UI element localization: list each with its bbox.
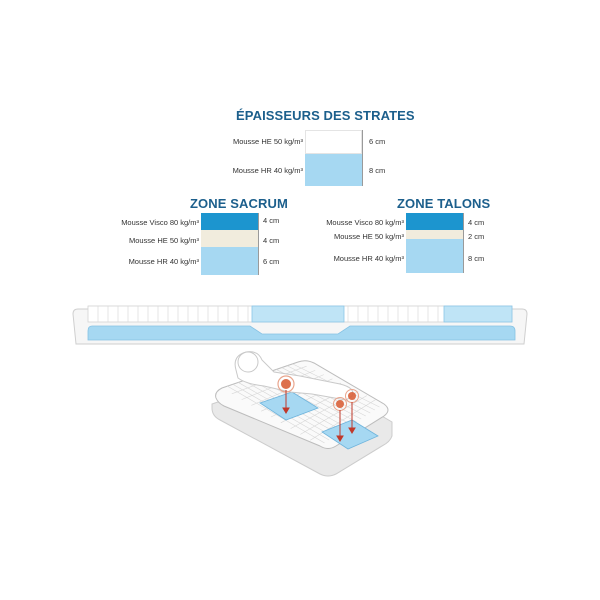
top-layer-2-value: 8 cm	[369, 166, 386, 175]
top-layer-2-label: Mousse HR 40 kg/m³	[232, 166, 303, 175]
heel-pressure-marker-2	[348, 392, 356, 400]
talons-layer-1-value: 4 cm	[468, 218, 485, 227]
sacrum-layer-2-label: Mousse HE 50 kg/m³	[128, 236, 199, 245]
sacrum-layer-1-value: 4 cm	[263, 216, 280, 225]
sacrum-pressure-marker	[281, 379, 291, 389]
sacrum-layer-1-label: Mousse Visco 80 kg/m³	[121, 218, 199, 227]
sacrum-layer-2-value: 4 cm	[263, 236, 280, 245]
sacrum-layer-3-label: Mousse HR 40 kg/m³	[128, 257, 199, 266]
talons-title: ZONE TALONS	[397, 196, 491, 211]
talons-layer-3-label: Mousse HR 40 kg/m³	[333, 254, 404, 263]
talons-layer-3-value: 8 cm	[468, 254, 485, 263]
sacrum-layer-3-value: 6 cm	[263, 257, 280, 266]
talons-layer-1-label: Mousse Visco 80 kg/m³	[326, 218, 404, 227]
top-title: ÉPAISSEURS DES STRATES	[236, 108, 415, 123]
talons-layer-2-label: Mousse HE 50 kg/m³	[333, 232, 404, 241]
heel-pressure-marker-1	[336, 400, 344, 408]
top-layer-1-value: 6 cm	[369, 137, 386, 146]
sacrum-title: ZONE SACRUM	[190, 196, 288, 211]
talons-layer-2-value: 2 cm	[468, 232, 485, 241]
top-layer-1-label: Mousse HE 50 kg/m³	[232, 137, 303, 146]
